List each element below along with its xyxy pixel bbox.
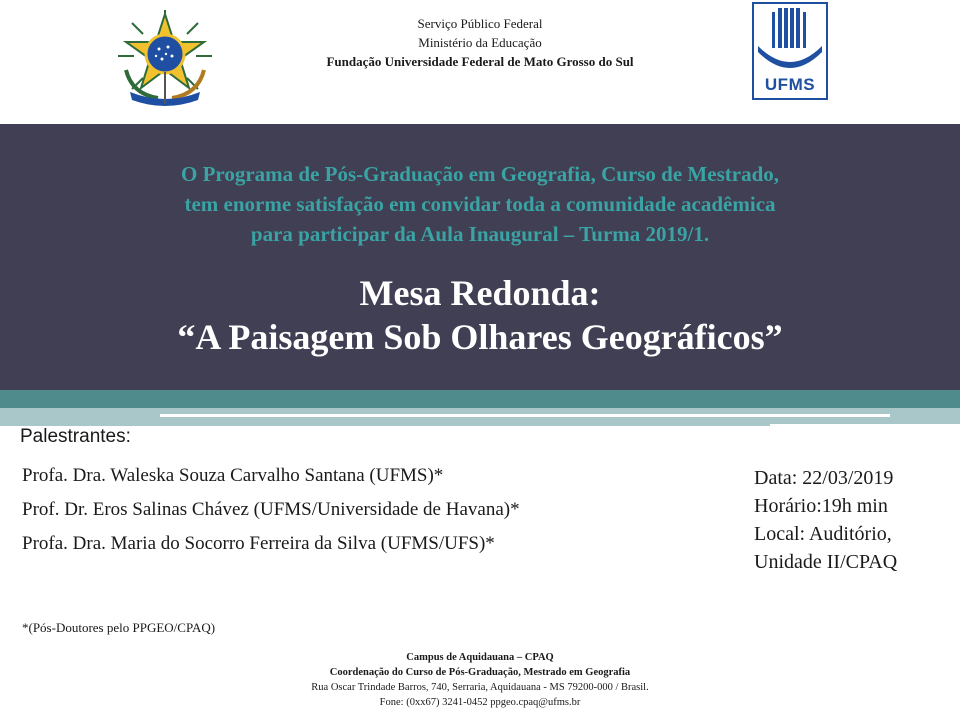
footer-coordination: Coordenação do Curso de Pós-Graduação, Mestrado em Geografia	[329, 667, 631, 678]
institution-line-2: Ministério da Educação	[418, 35, 542, 50]
invitation-line-1: O Programa de Pós-Graduação em Geografia, Curso de Mestrado,	[180, 162, 779, 186]
institution-line-3: Fundação Universidade Federal de Mato Grosso do Sul	[326, 54, 634, 69]
speakers-heading: Palestrantes:	[20, 426, 131, 447]
footer-contact: Fone: (0xx67) 3241-0452 ppgeo.cpaq@ufms.br	[379, 697, 581, 708]
institution-line-1: Serviço Público Federal	[417, 16, 543, 31]
speaker-item: Prof. Dr. Eros Salinas Chávez (UFMS/Universidade de Havana)*	[22, 499, 520, 520]
event-time: Horário:19h min	[754, 495, 888, 517]
ufms-logo	[752, 2, 828, 100]
stripe-highlight-line	[770, 430, 940, 432]
event-title	[40, 271, 920, 359]
ufms-building-icon	[754, 6, 826, 78]
event-location-unit: Unidade II/CPAQ	[754, 551, 898, 573]
invitation-banner	[0, 124, 960, 390]
speakers-note: *(Pós-Doutores pelo PPGEO/CPAQ)	[22, 620, 216, 635]
teal-stripe-dark	[0, 390, 960, 408]
invitation-text	[40, 159, 920, 249]
footer-address: Rua Oscar Trindade Barros, 740, Serraria, Aquidauana - MS 79200-000 / Brasil.	[311, 682, 649, 693]
invitation-line-3: para participar da Aula Inaugural – Turma 2019/1.	[250, 222, 710, 246]
brazil-coat-of-arms-icon	[112, 4, 218, 108]
event-title-line-1: Mesa Redonda:	[359, 273, 601, 313]
event-location: Local: Auditório,	[754, 523, 892, 545]
event-title-line-2: “A Paisagem Sob Olhares Geográficos”	[177, 317, 783, 357]
invitation-line-2: tem enorme satisfação em convidar toda a comunidade acadêmica	[184, 192, 776, 216]
footer	[200, 650, 760, 710]
speaker-item: Profa. Dra. Maria do Socorro Ferreira da Silva (UFMS/UFS)*	[22, 533, 495, 554]
header	[0, 0, 960, 124]
event-date: Data: 22/03/2019	[754, 467, 894, 489]
event-details	[754, 464, 954, 576]
speakers-list	[22, 464, 742, 566]
institution-lines	[260, 14, 700, 71]
ufms-logo-text: UFMS	[764, 75, 816, 94]
footer-campus: Campus de Aquidauana – CPAQ	[406, 652, 554, 663]
stripe-highlight-line	[160, 414, 890, 417]
stripe-highlight-line	[770, 424, 960, 427]
speaker-item: Profa. Dra. Waleska Souza Carvalho Santana (UFMS)*	[22, 465, 444, 486]
